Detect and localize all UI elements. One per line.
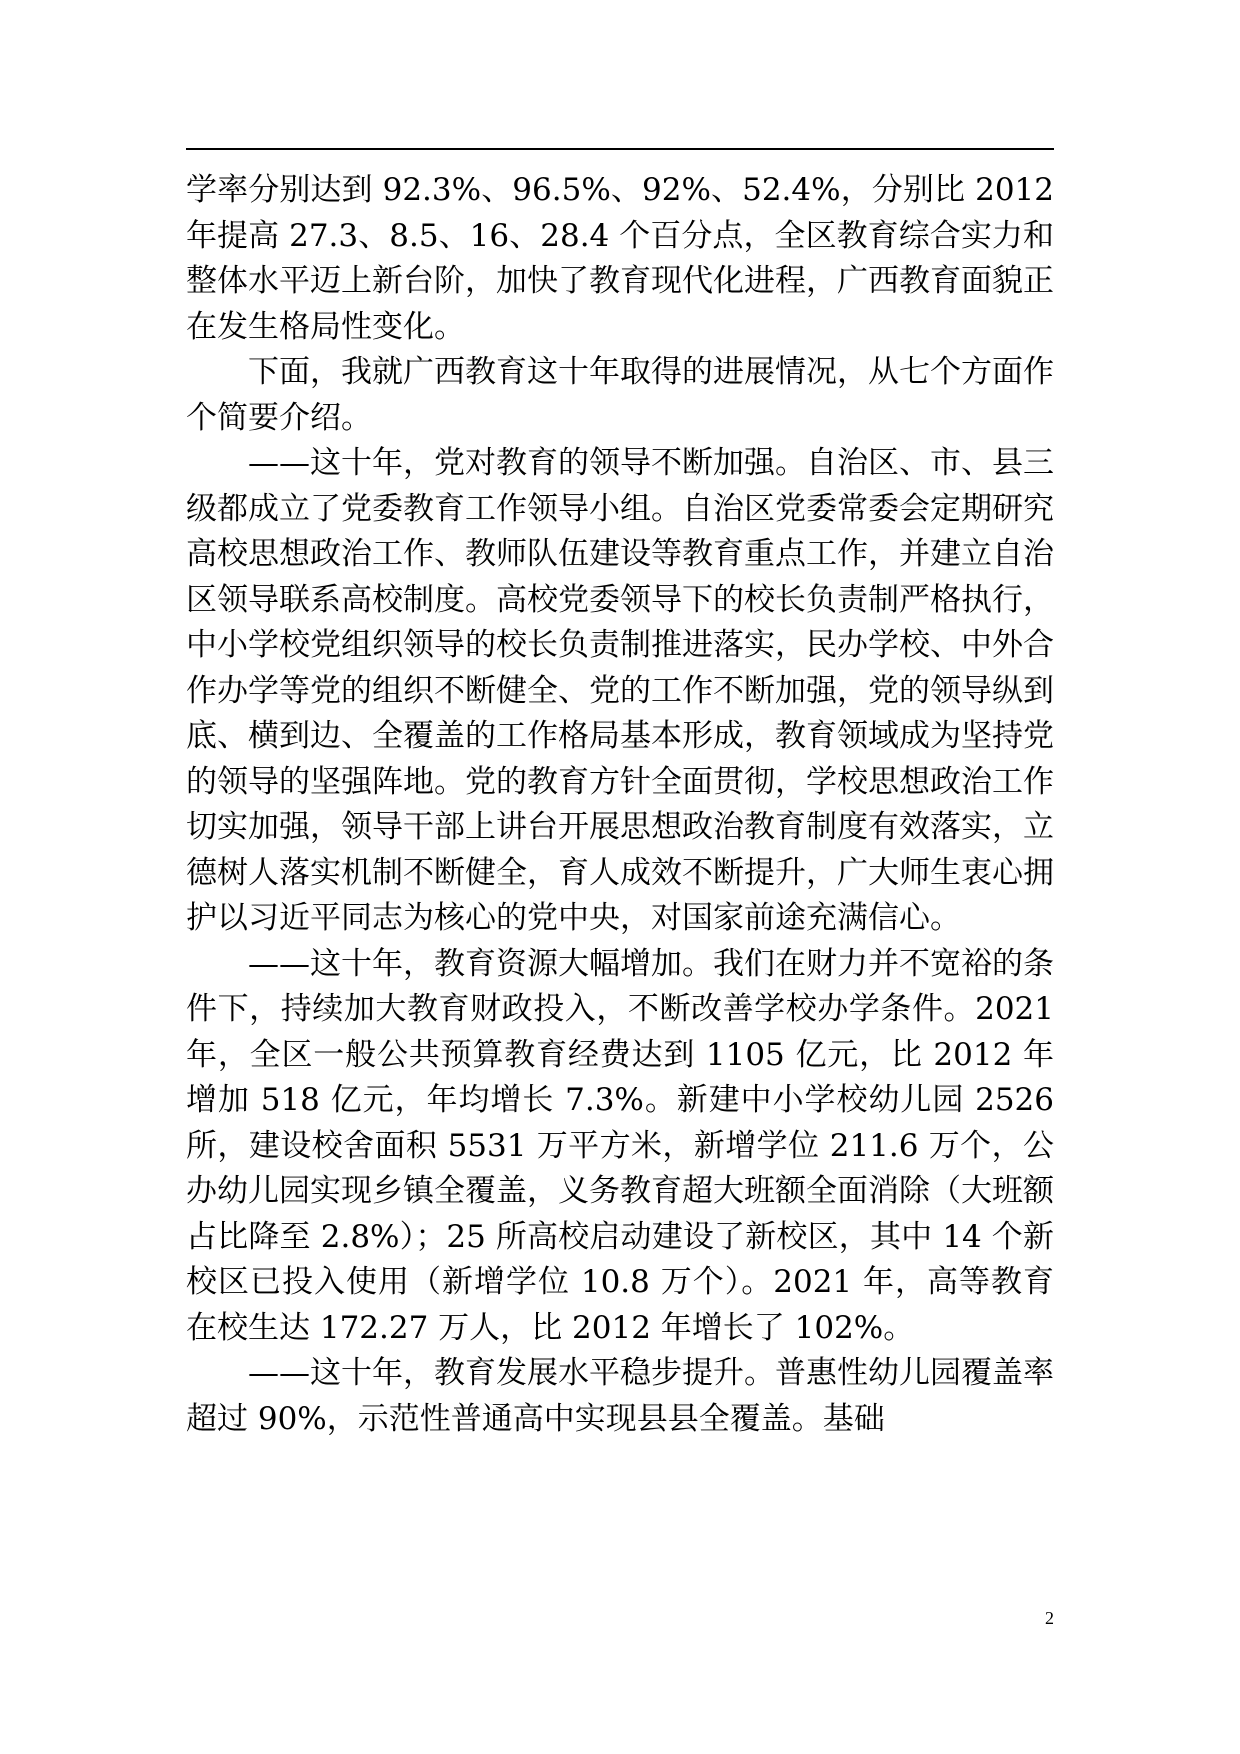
- body-text: [186, 168, 1054, 1442]
- paragraph-party-leadership: ——这十年，党对教育的领导不断加强。自治区、市、县三级都成立了党委教育工作领导小组。自治区党委常委会定期研究高校思想政治工作、教师队伍建设等教育重点工作，并建立自治区领导联系高校制度。高校党委领导下的校长负责制严格执行，中小学校党组织领导的校长负责制推进落实，民办学校、中外合作办学等党的组织不断健全、党的工作不断加强，党的领导纵到底、横到边、全覆盖的工作格局基本形成，教育领域成为坚持党的领导的坚强阵地。党的教育方针全面贯彻，学校思想政治工作切实加强，领导干部上讲台开展思想政治教育制度有效落实，立德树人落实机制不断健全，育人成效不断提升，广大师生衷心拥护以习近平同志为核心的党中央，对国家前途充满信心。: [186, 445, 1054, 936]
- paragraph-intro: 下面，我就广西教育这十年取得的进展情况，从七个方面作个简要介绍。: [186, 354, 1054, 436]
- paragraph-continuation: 学率分别达到 92.3%、96.5%、92%、52.4%，分别比 2012 年提高 27.3、8.5、16、28.4 个百分点，全区教育综合实力和整体水平迈上新台阶，加快了教育现代化进程，广西教育面貌正在发生格局性变化。: [186, 172, 1054, 345]
- paragraph-education-resources: ——这十年，教育资源大幅增加。我们在财力并不宽裕的条件下，持续加大教育财政投入，不断改善学校办学条件。2021 年，全区一般公共预算教育经费达到 1105 亿元，比 2012 年增加 518 亿元，年均增长 7.3%。新建中小学校幼儿园 2526 所，建设校舍面积 5531 万平方米，新增学位 211.6 万个，公办幼儿园实现乡镇全覆盖，义务教育超大班额全面消除（大班额占比降至 2.8%）；25 所高校启动建设了新校区，其中 14 个新校区已投入使用（新增学位 10.8 万个）。2021 年，高等教育在校生达 172.27 万人，比 2012 年增长了 102%。: [186, 945, 1054, 1346]
- page-number: 2: [1045, 1608, 1054, 1628]
- header-rule: [186, 148, 1054, 150]
- paragraph-development-level: ——这十年，教育发展水平稳步提升。普惠性幼儿园覆盖率超过 90%，示范性普通高中实现县县全覆盖。基础: [186, 1355, 1054, 1437]
